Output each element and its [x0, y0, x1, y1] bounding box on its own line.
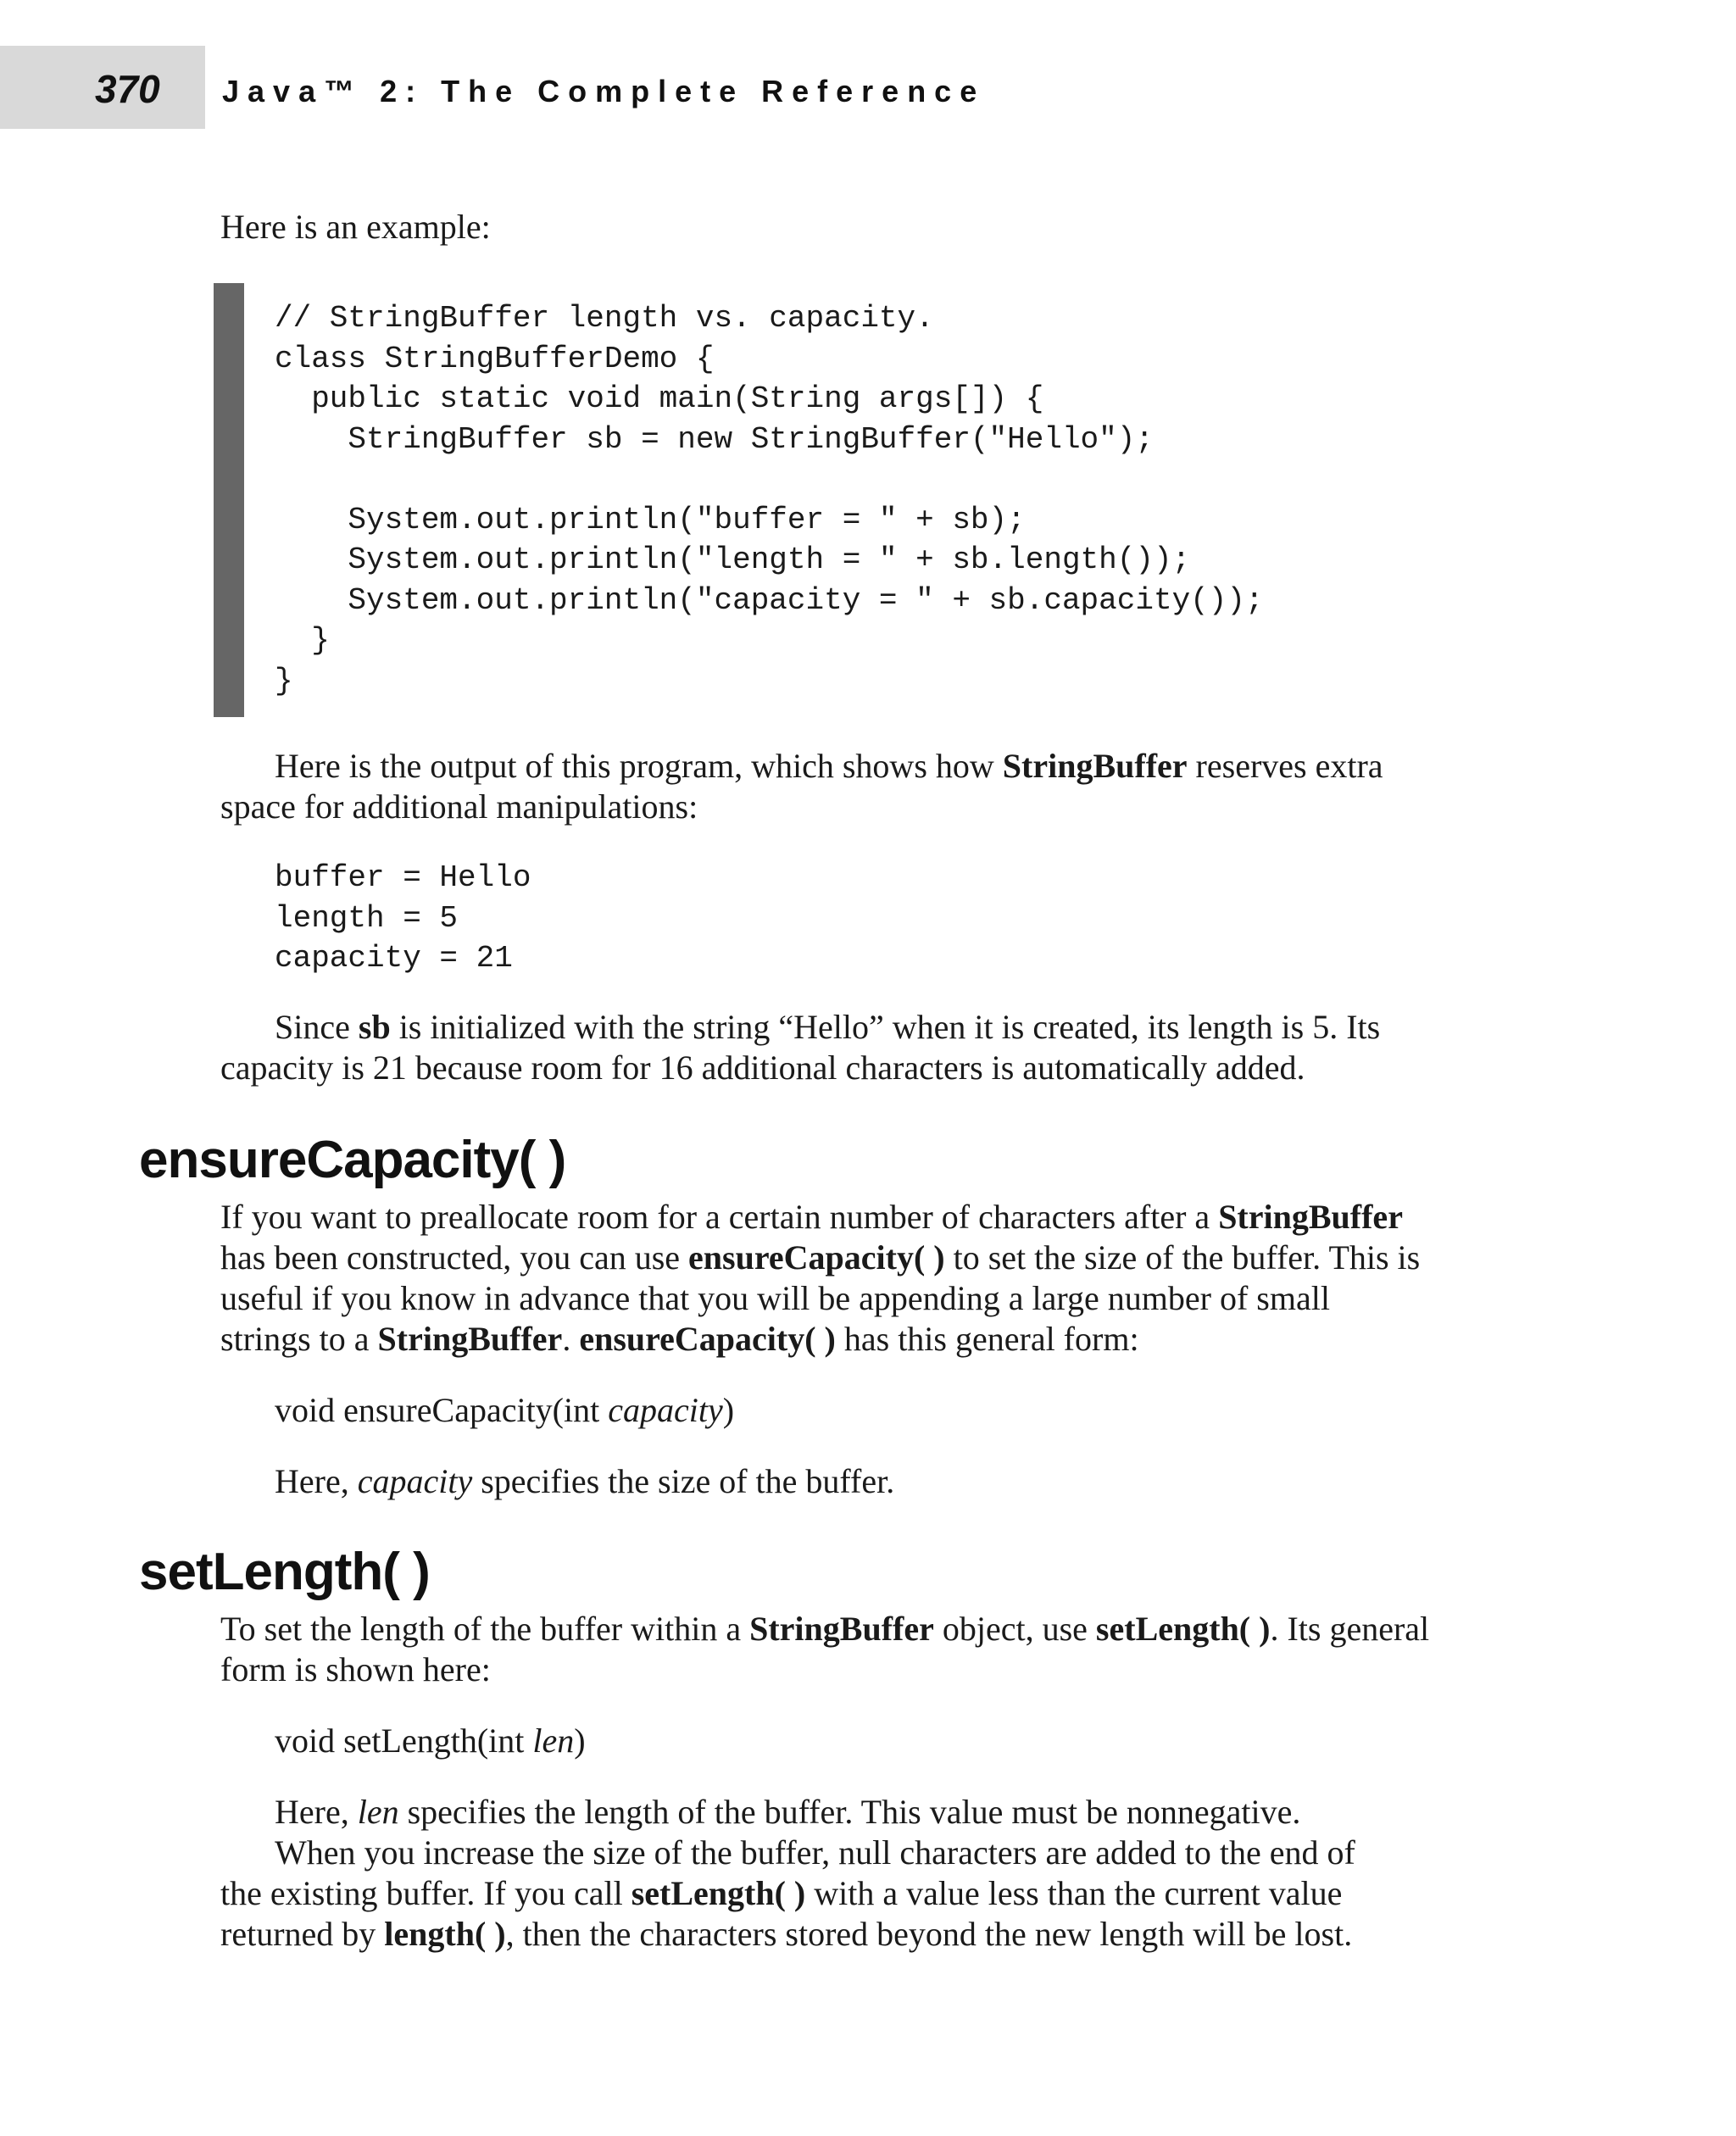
running-head: Java™ 2: The Complete Reference: [222, 74, 986, 108]
output-line: buffer = Hello: [275, 860, 531, 895]
code-listing-bar: [214, 283, 244, 717]
setlength-when-line3: returned by length( ), then the characters stored beyond the new length will be lost.: [220, 1915, 1353, 1953]
section-heading-set-length: setLength( ): [139, 1543, 430, 1601]
code-line: // StringBuffer length vs. capacity.: [275, 301, 934, 336]
section-heading-ensure-capacity: ensureCapacity( ): [139, 1131, 566, 1189]
program-output: [275, 858, 531, 979]
ensure-general-form: void ensureCapacity(int capacity): [275, 1391, 735, 1429]
code-line: System.out.println("buffer = " + sb);: [275, 502, 1026, 537]
code-line: class StringBufferDemo {: [275, 341, 715, 376]
since-para-line2: capacity is 21 because room for 16 additional characters is automatically added.: [220, 1049, 1305, 1087]
setlength-when-line2: the existing buffer. If you call setLength( ) with a value less than the current value: [220, 1874, 1343, 1912]
page-number: 370: [95, 67, 160, 111]
code-line: }: [275, 623, 330, 658]
ensure-para-line3: useful if you know in advance that you will be appending a large number of small: [220, 1279, 1330, 1317]
code-line: System.out.println("capacity = " + sb.capacity());: [275, 582, 1264, 618]
code-listing: [275, 298, 1264, 701]
inline-code: sb: [358, 1008, 391, 1046]
code-line: StringBuffer sb = new StringBuffer("Hello");: [275, 421, 1154, 457]
setlength-param-desc: Here, len specifies the length of the buffer. This value must be nonnegative.: [275, 1793, 1301, 1831]
ensure-param-desc: Here, capacity specifies the size of the buffer.: [275, 1462, 895, 1500]
ensure-para-line1: If you want to preallocate room for a certain number of characters after a StringBuffer: [220, 1198, 1403, 1236]
since-para-line1: Since sb is initialized with the string “Hello” when it is created, its length is 5. Its: [275, 1008, 1381, 1046]
code-line: }: [275, 663, 293, 698]
code-line: System.out.println("length = " + sb.length());: [275, 542, 1191, 577]
output-intro-line2: space for additional manipulations:: [220, 787, 698, 826]
setlength-para-line2: form is shown here:: [220, 1650, 491, 1688]
code-line: public static void main(String args[]) {: [275, 381, 1044, 416]
setlength-para-line1: To set the length of the buffer within a StringBuffer object, use setLength( ). Its general: [220, 1610, 1430, 1648]
output-line: length = 5: [275, 900, 459, 936]
inline-code: StringBuffer: [1002, 747, 1188, 785]
ensure-para-line2: has been constructed, you can use ensureCapacity( ) to set the size of the buffer. This is: [220, 1238, 1421, 1277]
ensure-para-line4: strings to a StringBuffer. ensureCapacity( ) has this general form:: [220, 1320, 1139, 1358]
setlength-general-form: void setLength(int len): [275, 1722, 586, 1760]
intro-text: Here is an example:: [220, 208, 491, 246]
output-intro-line1: Here is the output of this program, which shows how StringBuffer reserves extra: [275, 747, 1383, 785]
output-line: capacity = 21: [275, 941, 513, 976]
setlength-when-line1: When you increase the size of the buffer, null characters are added to the end of: [275, 1833, 1355, 1872]
